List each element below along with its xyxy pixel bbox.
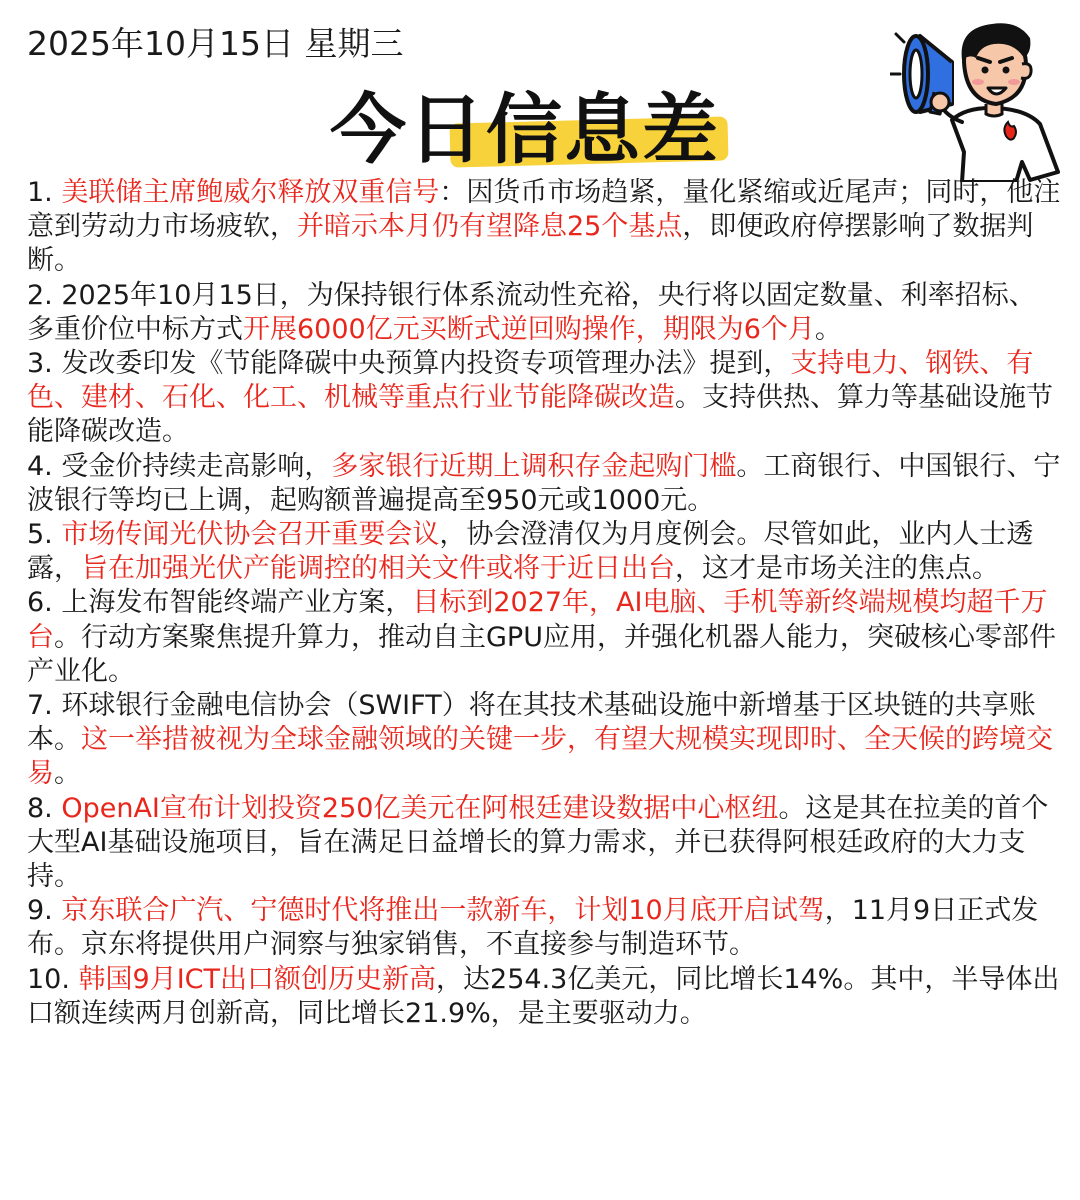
- news-item: [27, 450, 1062, 518]
- news-body-text: 。这是其在拉美的首个大型AI基础设施项目，旨在满足日益增长的算力需求，并已获得阿根廷政府的大力支持。: [27, 792, 1049, 893]
- news-highlight-text: 这一举措被视为全球金融领域的关键一步，有望大规模实现即时、全天候的跨境交易: [27, 724, 1053, 790]
- news-item-number: 4.: [27, 450, 62, 482]
- news-item: [27, 586, 1062, 689]
- news-item: [27, 689, 1062, 792]
- news-highlight-text: OpenAI宣布计划投资250亿美元在阿根廷建设数据中心枢纽: [61, 792, 779, 824]
- news-item-number: 9.: [27, 895, 62, 927]
- news-item-number: 8.: [27, 792, 62, 824]
- news-body-text: 。行动方案聚焦提升算力，推动自主GPU应用，并强化机器人能力，突破核心零部件产业化。: [27, 621, 1056, 687]
- news-body-text: ，即便政府停摆影响了数据判断。: [27, 211, 1034, 277]
- news-item: [27, 176, 1062, 279]
- news-body-text: ，达254.3亿美元，同比增长14%。其中，半导体出口额连续两月创新高，同比增长21.9%，是主要驱动力。: [27, 963, 1060, 1029]
- news-body-text: 。支持供热、算力等基础设施节能降碳改造。: [27, 382, 1053, 448]
- news-body-text: 发改委印发《节能降碳中央预算内投资专项管理办法》提到，: [61, 348, 791, 380]
- page-title: 今日信息差: [330, 85, 720, 174]
- news-highlight-text: 多家银行近期上调积存金起购门槛: [331, 450, 737, 482]
- news-body-text: ，11月9日正式发布。京东将提供用户洞察与独家销售，不直接参与制造环节。: [27, 895, 1039, 961]
- news-item-number: 3.: [27, 348, 62, 380]
- news-item: [27, 279, 1062, 347]
- news-highlight-text: 旨在加强光伏产能调控的相关文件或将于近日出台: [81, 553, 675, 585]
- news-item: [27, 792, 1062, 895]
- news-item-number: 6.: [27, 587, 62, 619]
- news-item-number: 2.: [27, 279, 62, 311]
- news-highlight-text: 并暗示本月仍有望降息25个基点: [297, 211, 683, 243]
- news-list: [27, 176, 1062, 1031]
- news-highlight-text: 京东联合广汽、宁德时代将推出一款新车，计划10月底开启试驾: [61, 895, 825, 927]
- news-item: [27, 963, 1062, 1031]
- news-item-number: 7.: [27, 690, 62, 722]
- news-highlight-text: 美联储主席鲍威尔释放双重信号: [61, 177, 440, 208]
- news-body-text: 上海发布智能终端产业方案，: [61, 587, 413, 619]
- news-body-text: 。工商银行、中国银行、宁波银行等均已上调，起购额普遍提高至950元或1000元。: [27, 450, 1061, 516]
- news-highlight-text: 开展6000亿元买断式逆回购操作，期限为6个月: [243, 313, 815, 345]
- news-body-text: 环球银行金融电信协会（SWIFT）将在其技术基础设施中新增基于区块链的共享账本。: [27, 690, 1036, 756]
- news-body-text: 。: [54, 758, 81, 790]
- news-body-text: 受金价持续走高影响，: [61, 450, 332, 482]
- news-body-text: ：因货币市场趋紧，量化紧缩或近尾声；同时，他注意到劳动力市场疲软，: [27, 177, 1061, 243]
- news-item: [27, 894, 1062, 962]
- news-body-text: ，协会澄清仅为月度例会。尽管如此，业内人士透露，: [27, 519, 1034, 585]
- news-body-text: 。: [814, 313, 842, 345]
- news-highlight-text: 目标到2027年，AI电脑、手机等新终端规模均超千万台: [27, 587, 1048, 653]
- page-date: 2025年10月15日 星期三: [27, 24, 404, 63]
- news-item: [27, 518, 1062, 586]
- title-block: [330, 84, 760, 176]
- news-body-text: ，这才是市场关注的焦点。: [675, 553, 999, 585]
- megaphone-mascot-illustration: [890, 12, 1070, 182]
- news-highlight-text: 韩国9月ICT出口额创历史新高: [78, 963, 437, 995]
- news-item-number: 1.: [27, 177, 62, 208]
- news-item: [27, 347, 1062, 450]
- news-highlight-text: 市场传闻光伏协会召开重要会议: [61, 519, 440, 551]
- news-highlight-text: 支持电力、钢铁、有色、建材、石化、化工、机械等重点行业节能降碳改造: [27, 348, 1034, 414]
- news-item-number: 5.: [27, 519, 62, 551]
- news-item-number: 10.: [27, 963, 79, 995]
- news-body-text: 2025年10月15日，为保持银行体系流动性充裕，央行将以固定数量、利率招标、多重价位中标方式: [27, 279, 1036, 345]
